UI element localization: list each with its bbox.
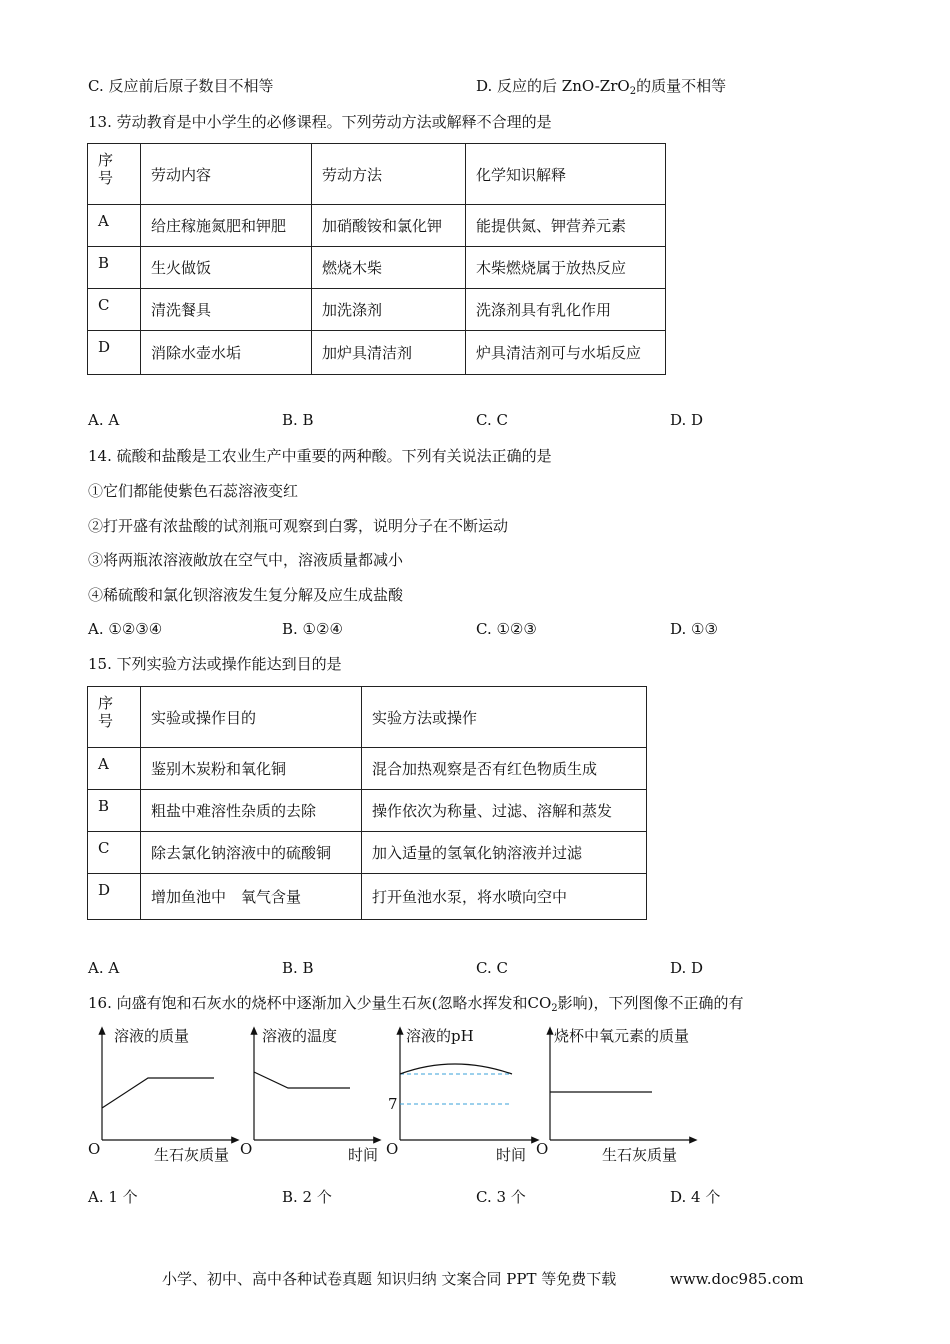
cell-number: C <box>88 289 141 331</box>
y-axis-label: 烧杯中氧元素的质量 <box>554 1027 690 1045</box>
graph-solution-mass-svg <box>88 1024 248 1164</box>
footer-url[interactable]: www.doc985.com <box>670 1270 804 1288</box>
table-row <box>88 331 666 375</box>
q13-option-b: B. B <box>282 411 314 429</box>
q13-stem: 13. 劳动教育是中小学生的必修课程。下列劳动方法或解释不合理的是 <box>88 113 552 131</box>
table-header-row <box>88 144 666 205</box>
header-cell-number: 序 号 <box>88 144 141 205</box>
graph-solution-ph-svg <box>384 1024 544 1164</box>
origin-label: O <box>386 1140 399 1158</box>
q15-option-d: D. D <box>670 959 704 977</box>
q14-statement-1: ①它们都能使紫色石蕊溶液变红 <box>88 482 299 500</box>
q14-stem: 14. 硫酸和盐酸是工农业生产中重要的两种酸。下列有关说法正确的是 <box>88 447 552 465</box>
cell: 生火做饭 <box>141 247 312 289</box>
cell: 消除水壶水垢 <box>141 331 312 375</box>
curve <box>400 1064 512 1074</box>
tick-label-7: 7 <box>388 1095 398 1113</box>
cell: 增加鱼池中 氧气含量 <box>141 874 362 920</box>
q15-option-c: C. C <box>476 959 508 977</box>
q15-table <box>87 686 647 920</box>
cell: 加炉具清洁剂 <box>312 331 466 375</box>
cell: 粗盐中难溶性杂质的去除 <box>141 790 362 832</box>
q14-option-b: B. ①②④ <box>282 620 343 638</box>
graph-solution-mass <box>88 1024 248 1164</box>
cell-number: A <box>88 748 141 790</box>
q16-option-c: C. 3 个 <box>476 1188 526 1206</box>
q14-option-c: C. ①②③ <box>476 620 537 638</box>
cell: 给庄稼施氮肥和钾肥 <box>141 205 312 247</box>
q12-option-c: C. 反应前后原子数目不相等 <box>88 77 274 95</box>
cell-number: B <box>88 790 141 832</box>
origin-label: O <box>88 1140 101 1158</box>
q12-option-d: D. 反应的后 ZnO-ZrO$_2$的质量不相等 <box>476 77 727 97</box>
footer-text: 小学、初中、高中各种试卷真题 知识归纳 文案合同 PPT 等免费下载 <box>162 1270 617 1288</box>
cell: 加硝酸铵和氯化钾 <box>312 205 466 247</box>
q13-table <box>87 143 666 375</box>
cell-number: C <box>88 832 141 874</box>
x-axis-label: 时间 <box>496 1146 527 1164</box>
cell: 能提供氮、钾营养元素 <box>466 205 666 247</box>
graph-solution-temperature-svg <box>238 1024 388 1164</box>
q14-option-d: D. ①③ <box>670 620 718 638</box>
curve <box>254 1072 350 1088</box>
cell: 洗涤剂具有乳化作用 <box>466 289 666 331</box>
header-cell-number: 序 号 <box>88 687 141 748</box>
cell: 木柴燃烧属于放热反应 <box>466 247 666 289</box>
q14-statement-4: ④稀硫酸和氯化钡溶液发生复分解及应生成盐酸 <box>88 586 404 604</box>
cell: 加入适量的氢氧化钠溶液并过滤 <box>362 832 647 874</box>
header-cell-explanation: 化学知识解释 <box>466 144 666 205</box>
table-row <box>88 748 647 790</box>
cell-number: B <box>88 247 141 289</box>
header-cell-purpose: 实验或操作目的 <box>141 687 362 748</box>
y-axis-label: 溶液的温度 <box>262 1027 338 1045</box>
x-axis-label: 生石灰质量 <box>154 1146 230 1164</box>
header-cell-method: 劳动方法 <box>312 144 466 205</box>
table-row <box>88 289 666 331</box>
origin-label: O <box>240 1140 253 1158</box>
q16-option-a: A. 1 个 <box>88 1188 138 1206</box>
q14-option-a: A. ①②③④ <box>88 620 163 638</box>
table-row <box>88 247 666 289</box>
y-axis-label: 溶液的pH <box>406 1027 474 1045</box>
header-cell-method: 实验方法或操作 <box>362 687 647 748</box>
cell: 燃烧木柴 <box>312 247 466 289</box>
table-row <box>88 790 647 832</box>
q15-option-b: B. B <box>282 959 314 977</box>
table-row <box>88 832 647 874</box>
origin-label: O <box>536 1140 549 1158</box>
cell: 加洗涤剂 <box>312 289 466 331</box>
cell: 清洗餐具 <box>141 289 312 331</box>
header-cell-content: 劳动内容 <box>141 144 312 205</box>
q13-option-d: D. D <box>670 411 704 429</box>
q13-option-c: C. C <box>476 411 508 429</box>
cell: 操作依次为称量、过滤、溶解和蒸发 <box>362 790 647 832</box>
graph-solution-temperature <box>238 1024 388 1164</box>
q14-statement-2: ②打开盛有浓盐酸的试剂瓶可观察到白雾，说明分子在不断运动 <box>88 517 509 535</box>
cell-number: D <box>88 331 141 375</box>
graph-oxygen-mass-svg <box>534 1024 704 1164</box>
table-header-row <box>88 687 647 748</box>
q15-option-a: A. A <box>88 959 120 977</box>
table-row <box>88 205 666 247</box>
x-axis-label: 时间 <box>348 1146 379 1164</box>
y-axis-label: 溶液的质量 <box>114 1027 190 1045</box>
q16-option-b: B. 2 个 <box>282 1188 332 1206</box>
graph-oxygen-mass <box>534 1024 704 1164</box>
q14-statement-3: ③将两瓶浓溶液敞放在空气中，溶液质量都减小 <box>88 551 404 569</box>
x-axis-label: 生石灰质量 <box>602 1146 678 1164</box>
cell-number: A <box>88 205 141 247</box>
cell: 混合加热观察是否有红色物质生成 <box>362 748 647 790</box>
cell: 打开鱼池水泵，将水喷向空中 <box>362 874 647 920</box>
cell: 除去氯化钠溶液中的硫酸铜 <box>141 832 362 874</box>
q16-stem: 16. 向盛有饱和石灰水的烧杯中逐渐加入少量生石灰(忽略水挥发和$CO_2$影响)，下列图像不正确的有 <box>88 994 744 1014</box>
graph-solution-ph <box>384 1024 544 1164</box>
table-row <box>88 874 647 920</box>
q16-option-d: D. 4 个 <box>670 1188 721 1206</box>
cell: 炉具清洁剂可与水垢反应 <box>466 331 666 375</box>
cell-number: D <box>88 874 141 920</box>
curve <box>102 1078 214 1108</box>
cell: 鉴别木炭粉和氧化铜 <box>141 748 362 790</box>
q15-stem: 15. 下列实验方法或操作能达到目的是 <box>88 655 342 673</box>
q13-option-a: A. A <box>88 411 120 429</box>
